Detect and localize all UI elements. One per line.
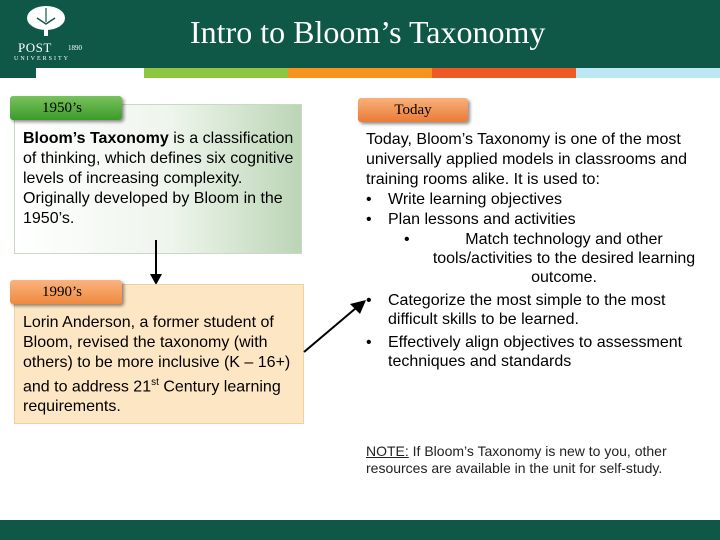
arrow-diagonal-icon [300,294,372,356]
note-text [366,443,706,477]
page-title: Intro to Bloom’s Taxonomy [190,14,546,50]
bullet: • [366,334,372,351]
footer-bar [0,520,720,540]
bullet-text: Categorize the most simple to the most difficult skills to be learned. [388,292,666,328]
arrow-down-icon [148,240,164,286]
tab-1950s: 1950’s [10,96,122,120]
today-intro: Today, Bloom’s Taxonomy is one of the most universally applied models in classrooms and training rooms alike. It is used to: [366,131,688,188]
post-university-logo[interactable] [10,4,90,64]
logo-name: POST [18,40,52,55]
list-item [366,190,706,210]
box-1950s-body: is a classification of thinking, which defines six cognitive levels of increasing complexity. Originally developed by Bloom in the 1950’s. [23,130,294,227]
bullet-text: Write learning objectives [388,191,563,208]
stripe-segment [288,68,432,78]
list-item [366,230,706,287]
stripe-segment [576,68,720,78]
list-item [366,291,706,329]
bullet-text: Match technology and other tools/activities to the desired learning outcome. [432,231,696,286]
bullet: • [366,191,372,208]
today-content [366,130,706,371]
box-1990s-body-end: Century learning requirements. [23,378,281,416]
box-1950s [14,104,302,254]
note-body: If Bloom’s Taxonomy is new to you, other resources are available in the unit for self-study. [366,443,667,476]
box-1950s-text [23,129,295,229]
bullet: • [366,211,372,228]
header-bar [0,0,720,68]
tree-logo-icon [24,4,68,42]
color-stripe [0,68,720,78]
stripe-segment [36,68,144,78]
list-item [366,210,706,230]
note-label: NOTE: [366,443,409,459]
logo-year: 1890 [68,44,82,52]
box-1990s-text [23,313,297,417]
box-1990s-body: Lorin Anderson, a former student of Bloom, revised the taxonomy (with others) to be more inclusive (K – 16+) and to address 21 [23,314,291,396]
list-item [366,333,706,371]
bullet-text: Effectively align objectives to assessment techniques and standards [388,334,683,370]
bullet: • [366,292,372,309]
stripe-segment [144,68,288,78]
bloom-taxonomy-bold: Bloom’s Taxonomy [23,130,169,147]
bullet: • [404,231,410,248]
stripe-segment [432,68,576,78]
stripe-segment [0,68,36,78]
logo-subtitle: UNIVERSITY [14,56,70,62]
box-1990s [14,284,304,424]
bullet-text: Plan lessons and activities [388,211,576,228]
tab-1990s: 1990’s [10,280,122,304]
tab-today: Today [358,98,468,122]
superscript-st: st [151,377,159,388]
